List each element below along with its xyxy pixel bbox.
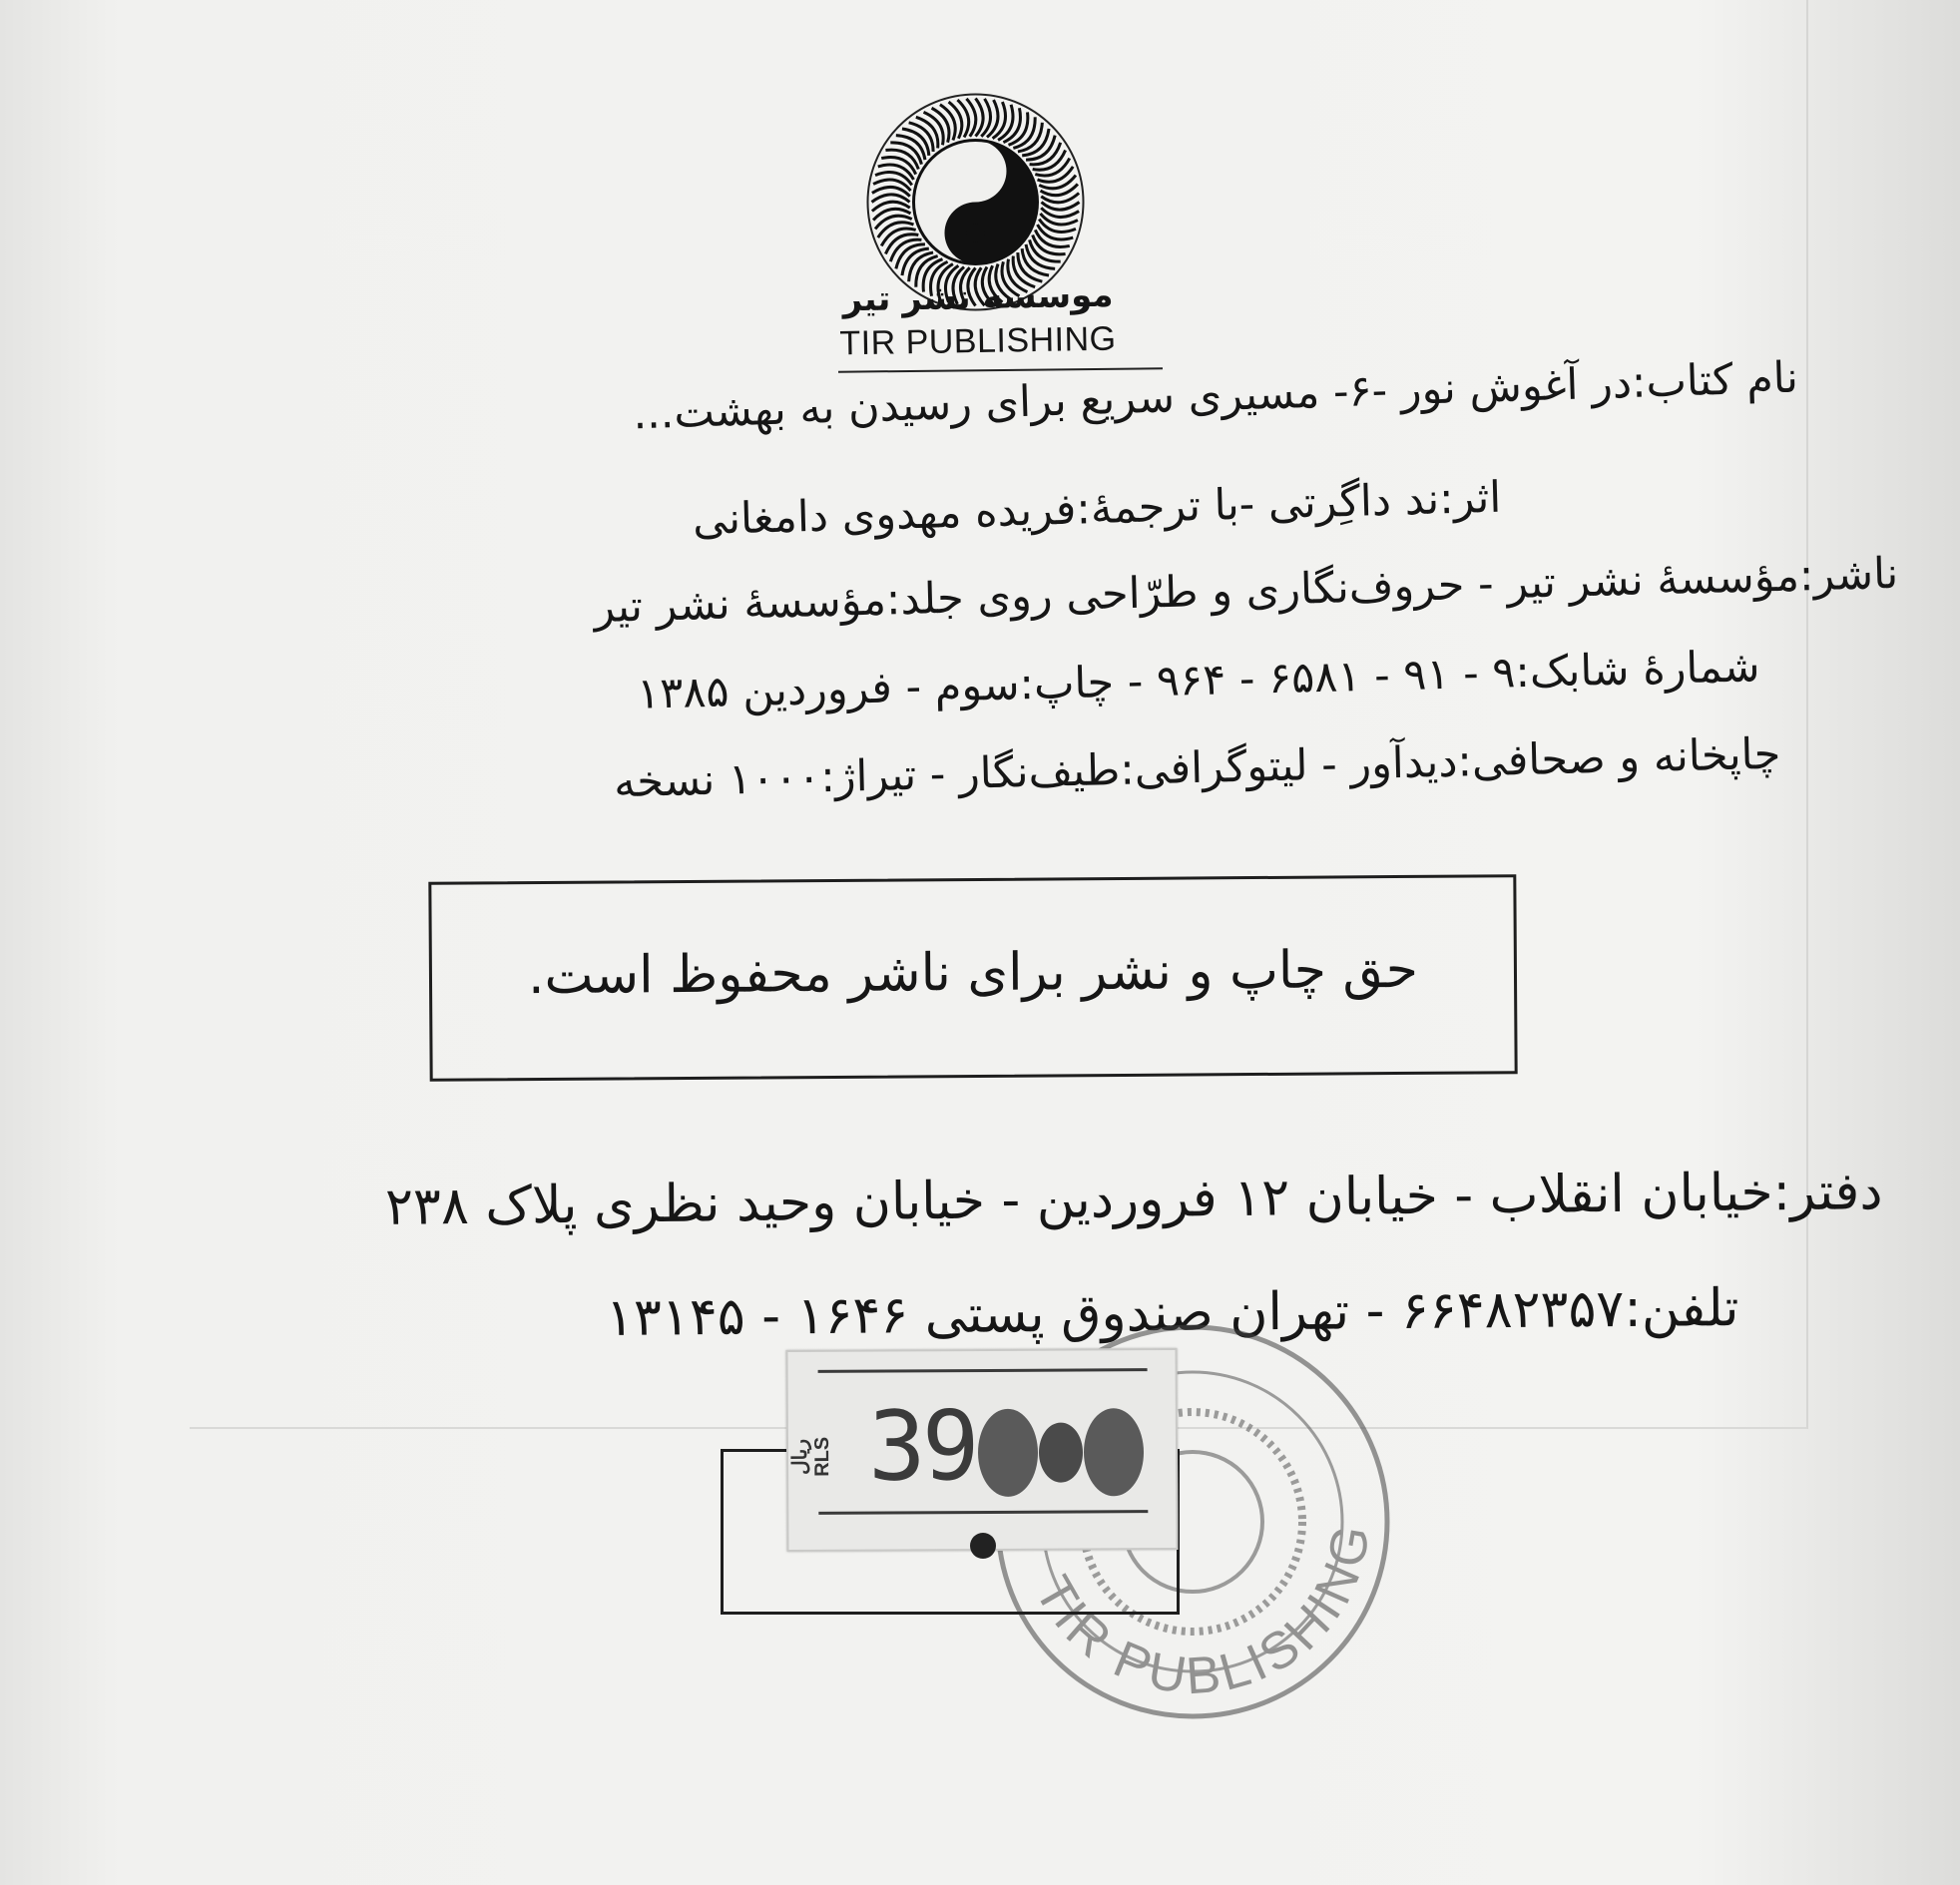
book-title-line: نام کتاب:در آغوش نور -۶- مسیری سریع برای رسیدن به بهشت... xyxy=(632,352,1799,440)
copyright-box xyxy=(428,874,1517,1082)
publisher-name-fa: موسسه نشر تیر xyxy=(842,274,1114,320)
sticker-rule-top xyxy=(818,1368,1148,1373)
isbn-edition-line: شمارهٔ شابک:۹ - ۹۱ - ۶۵۸۱ - ۹۶۴ - چاپ:سوم - فروردین ۱۳۸۵ xyxy=(636,642,1761,719)
publisher-name-en: TIR PUBLISHING xyxy=(839,319,1117,363)
currency-label: ريال RLS xyxy=(788,1436,834,1477)
copyright-notice: حق چاپ و نشر برای ناشر محفوظ است. xyxy=(527,939,1419,1007)
publisher-line: ناشر:مؤسسهٔ نشر تیر - حروف‌نگاری و طرّاحی روی جلد:مؤسسهٔ نشر تیر xyxy=(593,548,1899,634)
stamp-text: TIR PUBLISHING xyxy=(1023,1517,1382,1706)
author-translator-line: اثر:ند داگِرتی -با ترجمهٔ:فریده مهدوی دامغانی xyxy=(692,472,1502,546)
phone-pobox: تلفن:۶۶۴۸۲۳۵۷ - تهران صندوق پستی ۱۶۴۶ - ۱۳۱۴۵ xyxy=(605,1278,1739,1348)
smudged-digits xyxy=(966,1402,1157,1503)
price-sticker xyxy=(785,1348,1178,1552)
price-value: 39 xyxy=(867,1390,976,1503)
office-address: دفتر:خیابان انقلاب - خیابان ۱۲ فروردین - خیابان وحید نظری پلاک ۲۳۸ xyxy=(384,1162,1883,1237)
sticker-hole xyxy=(970,1533,996,1559)
sticker-rule-bottom xyxy=(818,1510,1148,1515)
printing-line: چاپخانه و صحافی:دیدآور - لیتوگرافی:طیف‌نگار - تیراژ:۱۰۰۰ نسخه xyxy=(613,728,1781,808)
